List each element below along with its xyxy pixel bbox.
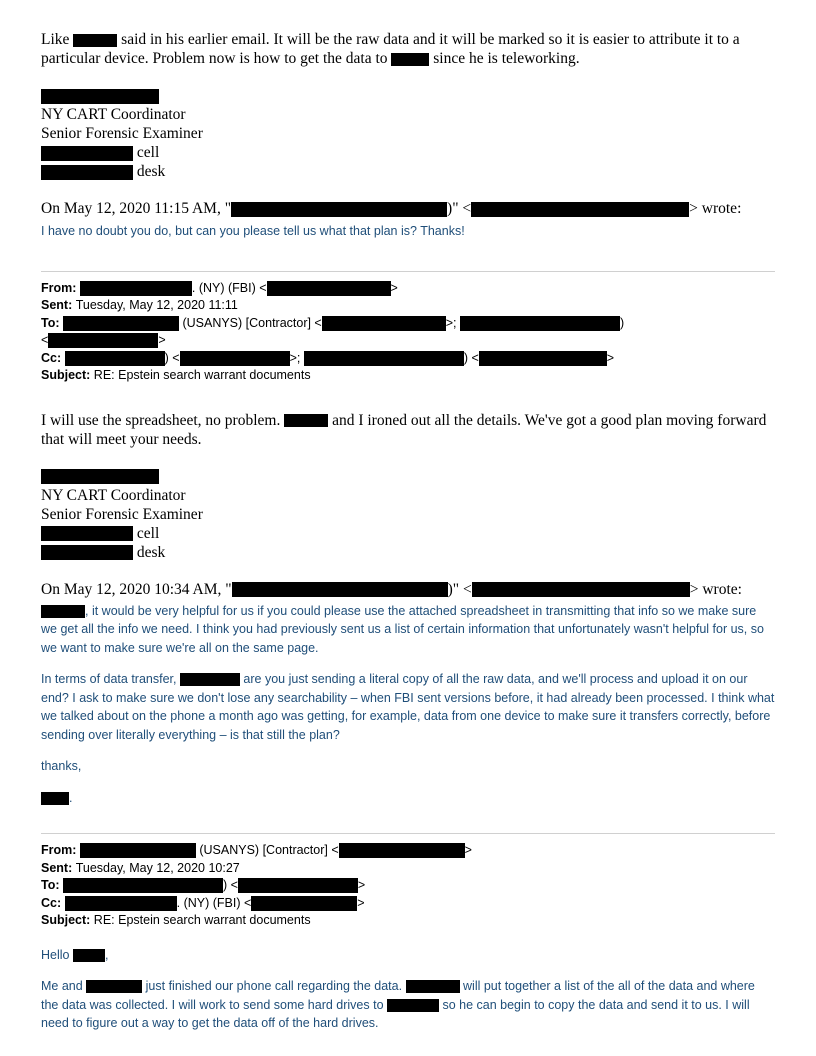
message-2-signature [41,467,775,562]
signature-line: Senior Forensic Examiner [41,125,203,142]
redaction-bar [41,545,133,560]
redaction-bar [471,202,689,217]
email-header-label: Subject: [41,368,94,382]
email-message-2 [41,280,775,808]
redaction-bar [80,281,192,296]
redaction-bar [41,89,159,104]
redaction-bar [460,316,620,331]
email-header-row: Sent: Tuesday, May 12, 2020 11:11 [41,298,238,312]
message-2-wrote-line: On May 12, 2020 10:34 AM, " )" < > wrote: [41,580,742,598]
redaction-bar [65,896,177,911]
email-header-label: Sent: [41,298,76,312]
email-message-3 [41,842,775,1033]
email-header-label: To: [41,878,63,892]
redaction-bar [231,202,447,217]
paragraph: thanks, [41,759,82,773]
message-1-wrote-line: On May 12, 2020 11:15 AM, " )" < > wrote: [41,200,742,217]
message-1-quoted-text [41,222,775,241]
signature-line: NY CART Coordinator [41,486,186,504]
email-header-row: Subject: RE: Epstein search warrant documents [41,368,311,382]
redaction-bar [48,333,158,348]
redaction-bar [232,582,448,597]
email-header-label: Cc: [41,895,65,910]
message-2-headers [41,280,775,385]
redaction-bar [80,843,196,858]
redaction-bar [41,526,133,541]
phone-label: cell [136,524,160,542]
redaction-bar [41,165,133,180]
signature-phone [41,543,775,562]
phone-label: cell [136,144,160,161]
phone-label: desk [136,163,166,180]
redaction-bar [65,351,165,366]
message-3-headers [41,842,775,930]
redaction-bar [391,53,429,66]
redaction-bar [41,792,69,805]
email-header-label: Sent: [41,860,76,875]
redaction-bar [339,843,465,858]
email-header-label: From: [41,843,80,857]
paragraph: , it would be very helpful for us if you could please use the attached spreadsheet in transmitting that info so we make sure we get all the info we need. I think you had previously sent us a list of certain information that unfortunately wasn't helpful for us, so we want to make sure we're all on the same page. [41,603,764,655]
redaction-bar [73,34,117,47]
paragraph: . [41,789,775,808]
email-header-row: Subject: RE: Epstein search warrant documents [41,913,311,927]
redaction-bar [180,351,290,366]
email-header-row: Cc: ) < >; ) < > [41,350,615,365]
email-header-row: Cc: . (NY) (FBI) < > [41,895,365,910]
email-message-1 [41,30,775,241]
paragraph: In terms of data transfer, are you just sending a literal copy of all the raw data, and we'll process and upload it on our end? I ask to make sure we don't lose any searchability – when FBI sent versions before, it had already been processed. I think what we talked about on the phone a month ago was getting, for example, data from one device to make sure it transfers correctly, before sending over literally everything – is that still the plan? [41,672,775,742]
email-header-row: From: (USANYS) [Contractor] < > [41,843,472,857]
redaction-bar [63,316,179,331]
redaction-bar [41,605,85,618]
redaction-bar [267,281,391,296]
redaction-bar [41,146,133,161]
paragraph: Like said in his earlier email. It will be the raw data and it will be marked so it is easier to attribute it to a particular device. Problem now is how to get the data to since he is teleworking. [41,31,740,67]
redaction-bar [304,351,464,366]
redaction-bar [322,316,446,331]
phone-label: desk [136,543,166,561]
email-header-label: From: [41,280,80,295]
signature-phone [41,143,775,162]
message-2-quoted-text [41,602,775,808]
email-header-label: Subject: [41,913,94,927]
message-3-quoted-text [41,946,775,1033]
redaction-bar [284,414,328,427]
redaction-bar [406,980,460,993]
redaction-bar [472,582,690,597]
redaction-bar [63,878,223,893]
redaction-bar [41,469,159,484]
email-header-row: Sent: Tuesday, May 12, 2020 10:27 [41,860,240,875]
redaction-bar [387,999,439,1012]
email-header-row: To: (USANYS) [Contractor] < >; ) < > [41,315,625,347]
signature-name [41,467,775,486]
message-1-signature [41,86,775,181]
redaction-bar [479,351,607,366]
signature-name [41,86,775,105]
redaction-bar [251,896,357,911]
signature-line: Senior Forensic Examiner [41,505,203,523]
message-1-body [41,30,775,68]
redaction-bar [73,949,105,962]
signature-line: NY CART Coordinator [41,106,186,123]
email-header-label: To: [41,315,63,330]
signature-phone [41,162,775,181]
email-header-row: To: ) < > [41,878,366,892]
redaction-bar [180,673,240,686]
redaction-bar [238,878,358,893]
paragraph: Hello , [41,947,109,962]
redaction-bar [86,980,142,993]
signature-phone [41,524,775,543]
paragraph: Me and just finished our phone call regarding the data. will put together a list of the all of the data and where the data was collected. I will work to send some hard drives to so he can begin to copy the data and send it to us. I will need to figure out a way to get the data off of the hard drives. [41,979,755,1030]
paragraph: I have no doubt you do, but can you please tell us what that plan is? Thanks! [41,224,465,238]
document-content [41,30,775,1033]
email-header-label: Cc: [41,350,65,365]
paragraph: I will use the spreadsheet, no problem. and I ironed out all the details. We've got a good plan moving forward that will meet your needs. [41,411,767,448]
email-header-row: From: . (NY) (FBI) < > [41,280,398,295]
message-2-body [41,411,775,449]
